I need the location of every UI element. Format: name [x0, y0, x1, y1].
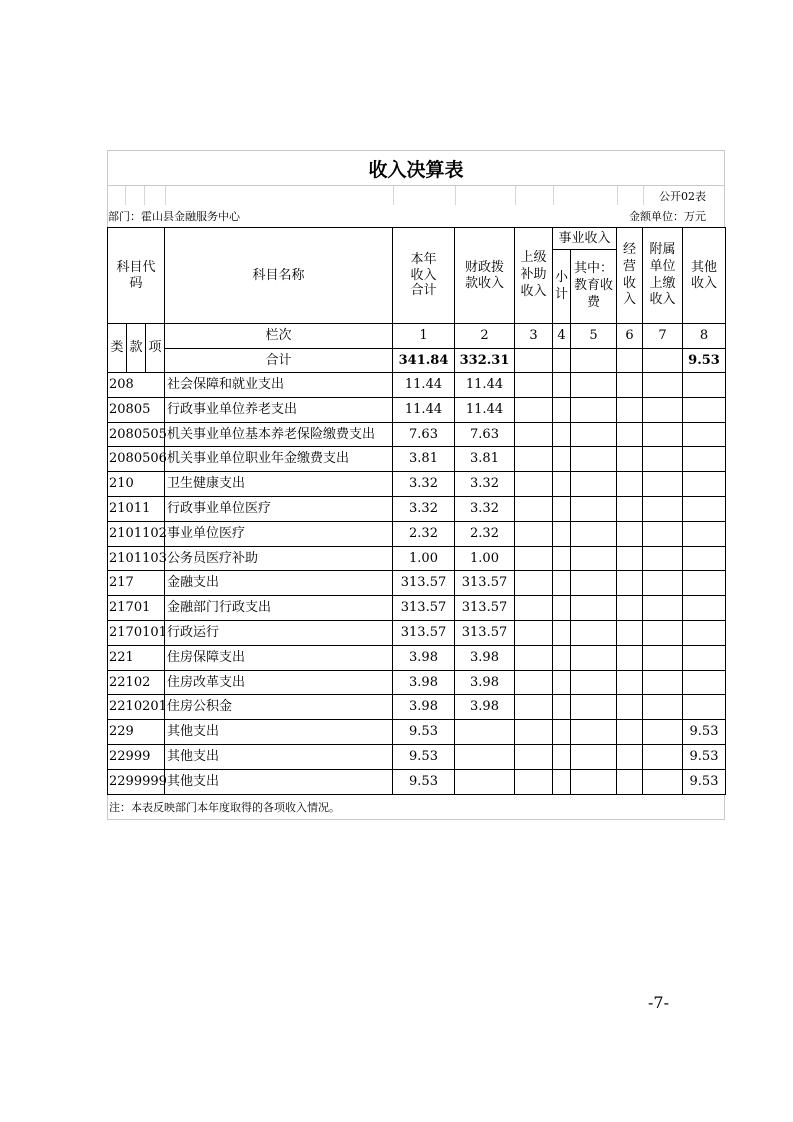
- empty-cell: [571, 720, 617, 745]
- row-other: [683, 670, 726, 695]
- row-name: 行政事业单位医疗: [165, 496, 393, 521]
- row-total: 313.57: [393, 620, 455, 645]
- total-row: [108, 349, 726, 373]
- row-code: 22999: [108, 744, 165, 769]
- header-lanci: 栏次: [165, 324, 393, 349]
- empty-cell: [553, 670, 571, 695]
- empty-cell: [643, 397, 683, 422]
- row-other: 9.53: [683, 744, 726, 769]
- empty-cell: [553, 373, 571, 398]
- row-fiscal: 1.00: [455, 546, 515, 571]
- empty-cell: [643, 472, 683, 497]
- row-code: 2080506: [108, 447, 165, 472]
- row-code: 2101103: [108, 546, 165, 571]
- empty-cell: [643, 571, 683, 596]
- empty-cell: [553, 720, 571, 745]
- empty-cell: [643, 744, 683, 769]
- row-name: 住房改革支出: [165, 670, 393, 695]
- row-other: [683, 571, 726, 596]
- header-fiscal: 财政拨款收入: [455, 228, 515, 324]
- header-business-income: 事业收入: [553, 228, 617, 250]
- row-fiscal: 11.44: [455, 397, 515, 422]
- empty-cell: [617, 769, 643, 794]
- row-code: 217: [108, 571, 165, 596]
- table-row: [108, 521, 726, 546]
- report-title: 收入决算表: [107, 150, 725, 185]
- row-name: 其他支出: [165, 769, 393, 794]
- empty-cell: [515, 546, 553, 571]
- empty-cell: [571, 447, 617, 472]
- row-total: 3.81: [393, 447, 455, 472]
- empty-cell: [643, 546, 683, 571]
- row-name: 其他支出: [165, 744, 393, 769]
- empty-cell: [643, 373, 683, 398]
- empty-cell: [643, 521, 683, 546]
- col-num: 4: [553, 324, 571, 349]
- empty-cell: [515, 373, 553, 398]
- empty-cell: [571, 422, 617, 447]
- row-name: 金融部门行政支出: [165, 596, 393, 621]
- row-total: 2.32: [393, 521, 455, 546]
- empty-cell: [643, 720, 683, 745]
- total-label: 合计: [165, 349, 393, 373]
- col-num: 7: [643, 324, 683, 349]
- row-total: 313.57: [393, 596, 455, 621]
- row-code: 21701: [108, 596, 165, 621]
- row-fiscal: 3.98: [455, 670, 515, 695]
- unit-label: 金额单位：万元: [629, 210, 706, 223]
- empty-cell: [571, 472, 617, 497]
- table-row: [108, 422, 726, 447]
- empty-cell: [571, 546, 617, 571]
- empty-cell: [571, 620, 617, 645]
- row-name: 社会保障和就业支出: [165, 373, 393, 398]
- empty-cell: [571, 695, 617, 720]
- table-note: 注：本表反映部门本年度取得的各项收入情况。: [107, 795, 725, 820]
- header-lei: 类: [108, 324, 127, 373]
- empty-cell: [553, 620, 571, 645]
- meta-row: [107, 205, 725, 227]
- row-other: [683, 620, 726, 645]
- table-row: [108, 670, 726, 695]
- table-row: [108, 695, 726, 720]
- row-code: 21011: [108, 496, 165, 521]
- row-name: 机关事业单位基本养老保险缴费支出: [165, 422, 393, 447]
- empty-cell: [617, 596, 643, 621]
- form-code: 公开02表: [659, 190, 706, 203]
- row-fiscal: 3.98: [455, 695, 515, 720]
- row-name: 其他支出: [165, 720, 393, 745]
- row-total: 3.32: [393, 472, 455, 497]
- total-income-cell: 341.84: [393, 349, 455, 373]
- empty-cell: [643, 596, 683, 621]
- row-other: [683, 373, 726, 398]
- empty-cell: [515, 596, 553, 621]
- table-row: [108, 373, 726, 398]
- income-table: [107, 227, 726, 795]
- empty-cell: [515, 769, 553, 794]
- table-row: [108, 720, 726, 745]
- empty-cell: [553, 472, 571, 497]
- table-row: [108, 447, 726, 472]
- empty-cell: [617, 720, 643, 745]
- row-total: 9.53: [393, 744, 455, 769]
- row-total: 1.00: [393, 546, 455, 571]
- empty-cell: [553, 447, 571, 472]
- empty-cell: [553, 695, 571, 720]
- empty-cell: [617, 744, 643, 769]
- empty-cell: [515, 695, 553, 720]
- empty-cell: [515, 744, 553, 769]
- header-kuan: 款: [127, 324, 146, 373]
- header-other: 其他收入: [683, 228, 726, 324]
- row-code: 20805: [108, 397, 165, 422]
- empty-cell: [643, 447, 683, 472]
- row-name: 事业单位医疗: [165, 521, 393, 546]
- empty-cell: [617, 546, 643, 571]
- col-num: 1: [393, 324, 455, 349]
- row-name: 行政事业单位养老支出: [165, 397, 393, 422]
- row-code: 208: [108, 373, 165, 398]
- empty-cell: [571, 373, 617, 398]
- row-total: 3.98: [393, 670, 455, 695]
- row-total: 3.32: [393, 496, 455, 521]
- empty-cell: [553, 422, 571, 447]
- header-edu-fee: 其中：教育收费: [571, 250, 617, 324]
- empty-cell: [617, 521, 643, 546]
- row-total: 3.98: [393, 645, 455, 670]
- table-row: [108, 596, 726, 621]
- empty-cell: [553, 397, 571, 422]
- table-row: [108, 472, 726, 497]
- row-fiscal: [455, 744, 515, 769]
- empty-cell: [571, 521, 617, 546]
- empty-cell: [553, 571, 571, 596]
- col-num: 3: [515, 324, 553, 349]
- header-affiliated: 附属单位上缴收入: [643, 228, 683, 324]
- empty-cell: [617, 571, 643, 596]
- row-fiscal: 3.32: [455, 496, 515, 521]
- row-code: 221: [108, 645, 165, 670]
- row-fiscal: 3.32: [455, 472, 515, 497]
- empty-cell: [515, 447, 553, 472]
- empty-cell: [617, 447, 643, 472]
- table-row: [108, 645, 726, 670]
- row-code: 2080505: [108, 422, 165, 447]
- row-other: [683, 472, 726, 497]
- header-row-lanci: [108, 324, 726, 349]
- row-other: [683, 397, 726, 422]
- row-fiscal: 2.32: [455, 521, 515, 546]
- row-code: 210: [108, 472, 165, 497]
- empty-cell: [617, 496, 643, 521]
- empty-cell: [515, 496, 553, 521]
- empty-cell: [617, 422, 643, 447]
- row-other: [683, 447, 726, 472]
- row-other: [683, 695, 726, 720]
- total-other-cell: 9.53: [683, 349, 726, 373]
- row-code: 2170101: [108, 620, 165, 645]
- row-name: 机关事业单位职业年金缴费支出: [165, 447, 393, 472]
- empty-cell: [643, 620, 683, 645]
- row-fiscal: 11.44: [455, 373, 515, 398]
- header-xiang: 项: [146, 324, 165, 373]
- empty-cell: [617, 397, 643, 422]
- row-fiscal: [455, 769, 515, 794]
- row-name: 住房保障支出: [165, 645, 393, 670]
- row-code: 2210201: [108, 695, 165, 720]
- table-row: [108, 620, 726, 645]
- row-code: 2299999: [108, 769, 165, 794]
- table-row: [108, 744, 726, 769]
- empty-cell: [571, 670, 617, 695]
- empty-cell: [515, 645, 553, 670]
- table-row: [108, 546, 726, 571]
- empty-cell: [643, 496, 683, 521]
- row-name: 公务员医疗补助: [165, 546, 393, 571]
- row-name: 行政运行: [165, 620, 393, 645]
- empty-cell: [515, 521, 553, 546]
- empty-cell: [515, 670, 553, 695]
- header-upper-subsidy: 上级补助收入: [515, 228, 553, 324]
- col-num: 5: [571, 324, 617, 349]
- row-code: 2101102: [108, 521, 165, 546]
- row-code: 22102: [108, 670, 165, 695]
- empty-cell: [553, 769, 571, 794]
- header-subject-code: 科目代码: [108, 228, 165, 324]
- page-number: -7-: [648, 993, 669, 1012]
- empty-cell: [553, 596, 571, 621]
- empty-cell: [643, 645, 683, 670]
- col-num: 8: [683, 324, 726, 349]
- row-other: [683, 596, 726, 621]
- row-total: 11.44: [393, 397, 455, 422]
- empty-cell: [571, 571, 617, 596]
- data-rows: [108, 373, 726, 795]
- row-other: [683, 422, 726, 447]
- empty-cell: [643, 695, 683, 720]
- empty-cell: [617, 670, 643, 695]
- row-fiscal: 3.81: [455, 447, 515, 472]
- empty-cell: [515, 472, 553, 497]
- empty-cell: [571, 397, 617, 422]
- row-total: 3.98: [393, 695, 455, 720]
- row-total: 9.53: [393, 769, 455, 794]
- form-code-row: [107, 185, 725, 205]
- row-total: 7.63: [393, 422, 455, 447]
- header-operating: 经营收入: [617, 228, 643, 324]
- empty-cell: [553, 744, 571, 769]
- table-row: [108, 496, 726, 521]
- report-sheet: [107, 150, 725, 820]
- table-row: [108, 769, 726, 794]
- row-fiscal: 313.57: [455, 620, 515, 645]
- row-other: [683, 546, 726, 571]
- header-subtotal: 小计: [553, 250, 571, 324]
- empty-cell: [617, 645, 643, 670]
- empty-cell: [571, 744, 617, 769]
- empty-cell: [515, 397, 553, 422]
- empty-cell: [617, 695, 643, 720]
- row-other: 9.53: [683, 769, 726, 794]
- empty-cell: [553, 496, 571, 521]
- row-other: 9.53: [683, 720, 726, 745]
- row-name: 金融支出: [165, 571, 393, 596]
- row-fiscal: 3.98: [455, 645, 515, 670]
- col-num: 6: [617, 324, 643, 349]
- table-row: [108, 397, 726, 422]
- empty-cell: [617, 620, 643, 645]
- row-name: 卫生健康支出: [165, 472, 393, 497]
- col-num: 2: [455, 324, 515, 349]
- empty-cell: [571, 496, 617, 521]
- empty-cell: [515, 422, 553, 447]
- header-row-1: [108, 228, 726, 250]
- empty-cell: [617, 373, 643, 398]
- row-other: [683, 645, 726, 670]
- empty-cell: [553, 645, 571, 670]
- row-fiscal: 7.63: [455, 422, 515, 447]
- empty-cell: [571, 596, 617, 621]
- row-other: [683, 521, 726, 546]
- row-total: 313.57: [393, 571, 455, 596]
- table-row: [108, 571, 726, 596]
- empty-cell: [571, 769, 617, 794]
- total-fiscal-cell: 332.31: [455, 349, 515, 373]
- row-fiscal: [455, 720, 515, 745]
- row-total: 9.53: [393, 720, 455, 745]
- empty-cell: [553, 521, 571, 546]
- empty-cell: [617, 472, 643, 497]
- department-label: 部门：霍山县金融服务中心: [108, 210, 240, 223]
- empty-cell: [515, 620, 553, 645]
- empty-cell: [515, 720, 553, 745]
- row-fiscal: 313.57: [455, 596, 515, 621]
- row-total: 11.44: [393, 373, 455, 398]
- row-other: [683, 496, 726, 521]
- empty-cell: [643, 670, 683, 695]
- empty-cell: [643, 422, 683, 447]
- empty-cell: [515, 571, 553, 596]
- header-total-income: 本年收入合计: [393, 228, 455, 324]
- empty-cell: [643, 769, 683, 794]
- empty-cell: [553, 546, 571, 571]
- empty-cell: [571, 645, 617, 670]
- row-name: 住房公积金: [165, 695, 393, 720]
- row-code: 229: [108, 720, 165, 745]
- row-fiscal: 313.57: [455, 571, 515, 596]
- header-subject-name: 科目名称: [165, 228, 393, 324]
